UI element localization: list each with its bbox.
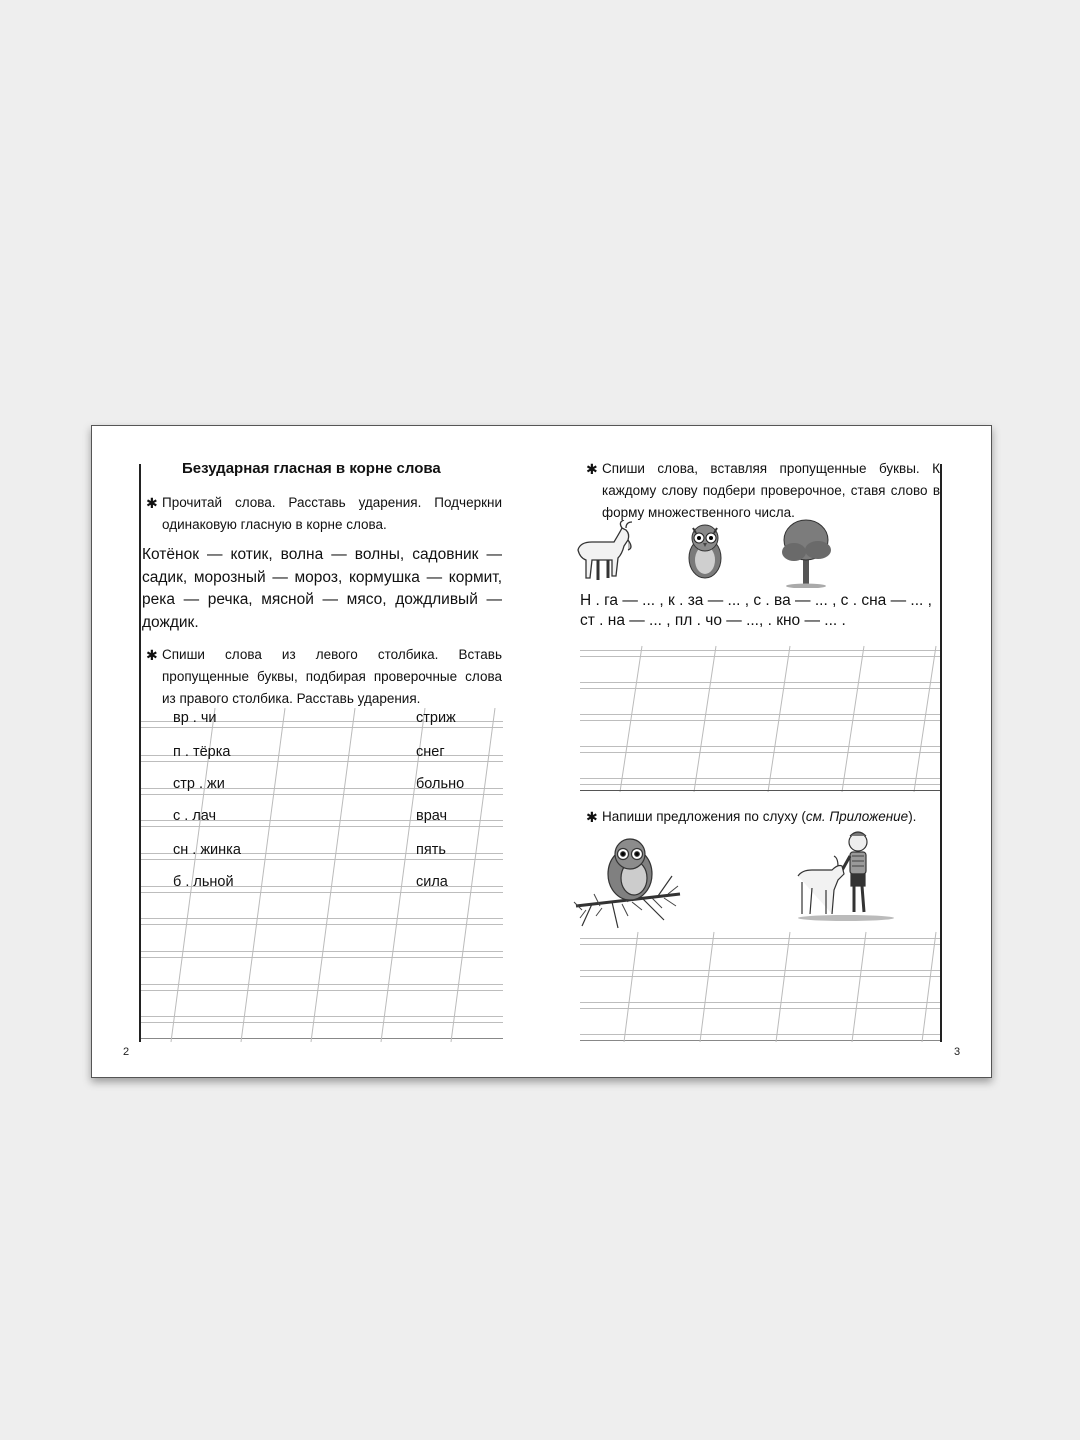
- word-pairs-text: Котёнок — котик, волна — волны, садовник — садик, морозный — мороз, кормушка — кормит, река — речка, мясной — мясо, дождливый — дождик.: [142, 546, 502, 631]
- task-insert-letters: [586, 458, 940, 524]
- right-column-word: больно: [416, 776, 465, 792]
- left-column-word: сн . жинка: [173, 842, 241, 858]
- task-copy-words: [146, 644, 502, 710]
- task-text: Прочитай слова. Расставь ударения. Подчеркни одинаковую гласную в корне слова.: [162, 495, 502, 532]
- section-divider: [580, 790, 940, 791]
- task-read-words: [146, 492, 502, 536]
- owl-on-branch-icon: [572, 836, 684, 932]
- writing-lines-right-top: [580, 636, 940, 792]
- boy-with-goat-icon: [794, 830, 898, 922]
- right-page: [542, 426, 991, 1077]
- page-title: Безударная гласная в корне слова: [182, 460, 441, 477]
- page-number: 2: [123, 1046, 130, 1058]
- task-dictation: [586, 806, 940, 828]
- left-column-word: стр . жи: [173, 776, 225, 792]
- writing-lines-right-bottom: [580, 922, 940, 1042]
- pine-tree-icon: [778, 518, 834, 588]
- left-column-word: б . льной: [173, 874, 234, 890]
- right-column-word: стриж: [416, 710, 456, 726]
- task-text: Спиши слова, вставляя пропущенные буквы. К каждому слову подбери проверочное, ставя слово в форму множественного числа.: [602, 461, 940, 520]
- task-text: Спиши слова из левого столбика. Вставь пропущенные буквы, подбирая проверочные слова из правого столбика. Расставь ударения.: [162, 647, 502, 706]
- goat-icon: [568, 520, 636, 586]
- left-column-word: п . тёрка: [173, 744, 231, 760]
- exercise-line: ст . на — ... , пл . чо — ..., . кно — ... .: [580, 612, 846, 629]
- exercise-line: Н . га — ... , к . за — ... , с . ва — ... , с . сна — ... ,: [580, 592, 932, 609]
- asterisk-icon: ✱: [146, 647, 158, 663]
- right-margin-line: [940, 464, 942, 1042]
- page-number: 3: [954, 1046, 961, 1058]
- right-column-word: сила: [416, 874, 448, 890]
- left-column-word: вр . чи: [173, 710, 217, 726]
- book-spread: [91, 425, 992, 1078]
- asterisk-icon: ✱: [586, 809, 598, 825]
- owl-icon: [685, 524, 725, 582]
- right-column-word: врач: [416, 808, 448, 824]
- left-page: [92, 426, 542, 1077]
- right-column-word: пять: [416, 842, 446, 858]
- task-text: Напиши предложения по слуху (см. Приложение).: [602, 809, 917, 824]
- left-column-word: с . лач: [173, 808, 217, 824]
- asterisk-icon: ✱: [146, 495, 158, 511]
- asterisk-icon: ✱: [586, 461, 598, 477]
- right-column-word: снег: [416, 744, 445, 760]
